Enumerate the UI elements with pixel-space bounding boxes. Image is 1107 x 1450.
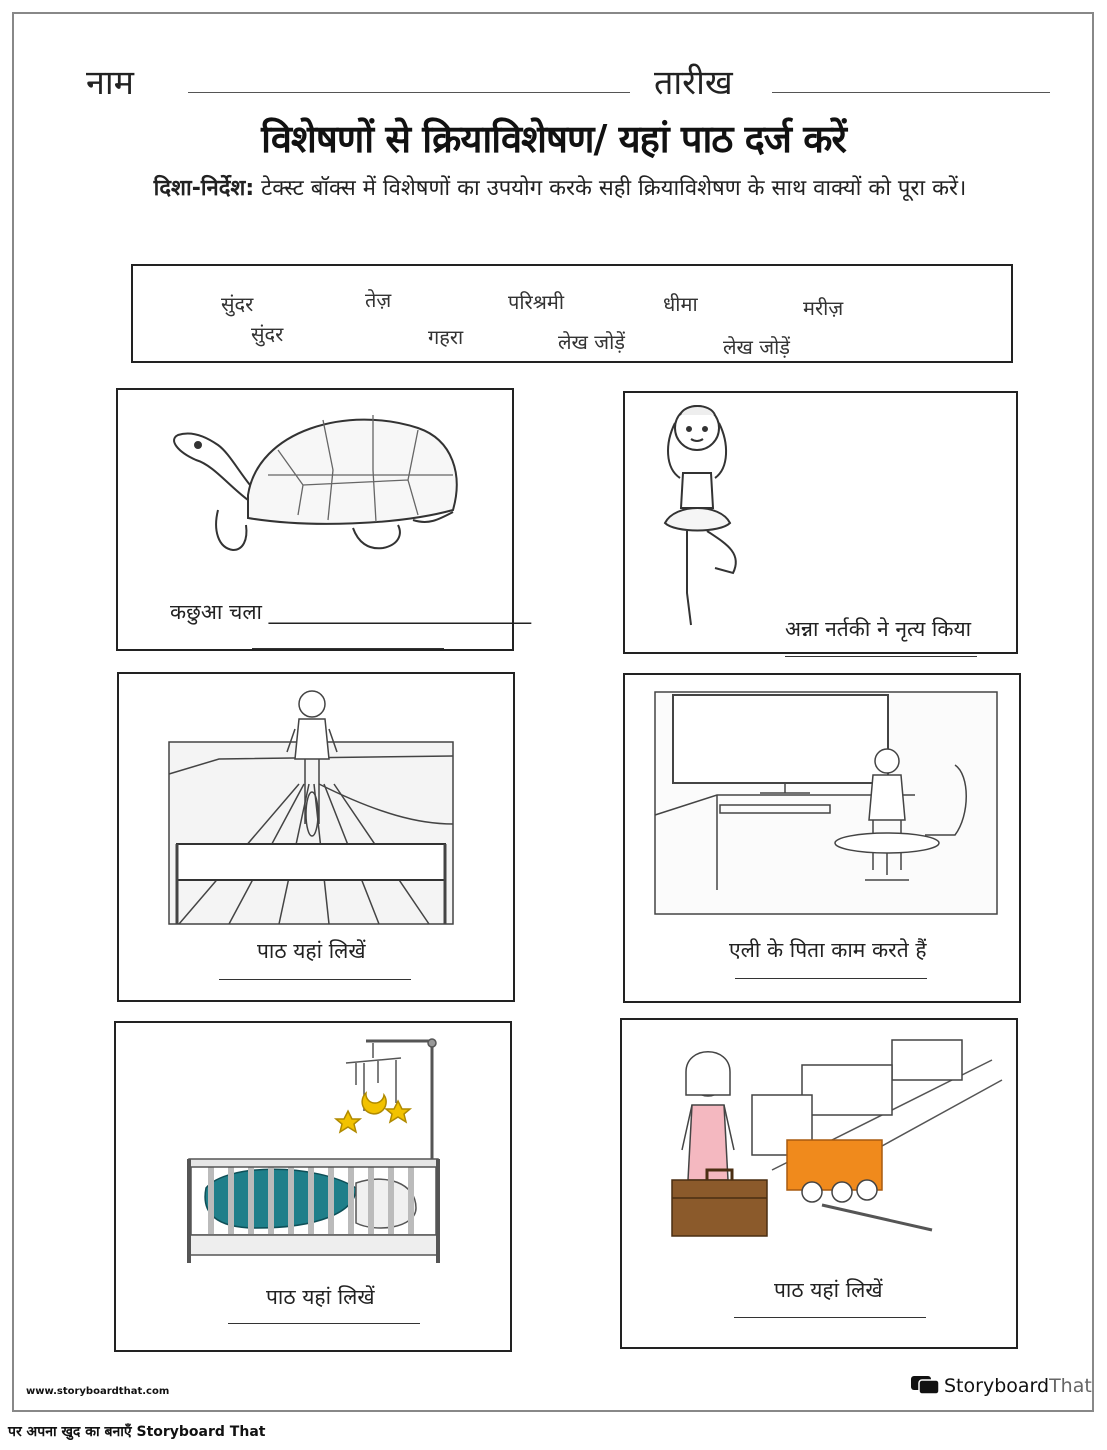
answer-line-5[interactable] (228, 1323, 420, 1324)
name-label: नाम (86, 63, 135, 103)
footer-url[interactable]: www.storyboardthat.com (26, 1386, 170, 1397)
caption-2: अन्ना नर्तकी ने नृत्य किया (785, 617, 972, 641)
caption-1: कछुआ चला _________________________ (170, 600, 532, 624)
answer-line-6[interactable] (734, 1317, 926, 1318)
caption-4: एली के पिता काम करते हैं (729, 938, 927, 962)
storyboardthat-logo[interactable] (910, 1374, 1092, 1397)
directions-text: टेक्स्ट बॉक्स में विशेषणों का उपयोग करके सही क्रियाविशेषण के साथ वाक्यों को पूरा करें। (254, 176, 967, 201)
caption-6: पाठ यहां लिखें (774, 1278, 883, 1302)
panel-tortoise (116, 388, 532, 651)
directions (110, 176, 1010, 202)
caption-5: पाठ यहां लिखें (266, 1285, 375, 1309)
caption-3: पाठ यहां लिखें (257, 939, 366, 963)
word-bank-item: परिश्रमी (508, 290, 565, 314)
panel-crib (114, 1021, 512, 1352)
panel-office (623, 673, 1021, 1003)
answer-line-4[interactable] (735, 978, 927, 979)
answer-line-1[interactable] (252, 648, 444, 649)
word-bank-item: गहरा (428, 325, 464, 349)
word-bank-item: लेख जोड़ें (558, 330, 625, 354)
panel-cyclist (117, 672, 515, 1002)
word-bank-item: सुंदर (221, 292, 254, 316)
name-input-line[interactable] (188, 92, 630, 93)
storyboard-logo-icon (910, 1374, 940, 1396)
brand-that: That (1049, 1375, 1092, 1397)
date-label: तारीख (654, 63, 733, 103)
answer-line-3[interactable] (219, 979, 411, 980)
word-bank-item: मरीज़ (803, 296, 844, 320)
word-bank-item: तेज़ (365, 288, 392, 312)
brand-story: Storyboard (944, 1375, 1050, 1397)
worksheet-title: विशेषणों से क्रियाविशेषण/ यहां पाठ दर्ज करें (261, 117, 846, 161)
panel-train (620, 1018, 1018, 1349)
answer-line-2[interactable] (785, 656, 977, 657)
date-input-line[interactable] (772, 92, 1050, 93)
make-your-own-link[interactable]: पर अपना खुद का बनाएँ Storyboard That (8, 1424, 266, 1440)
directions-label: दिशा-निर्देश: (153, 176, 255, 201)
word-bank-item: लेख जोड़ें (723, 335, 790, 359)
panel-ballerina (623, 391, 1018, 654)
word-bank-item: सुंदर (251, 322, 284, 346)
word-bank (131, 264, 1013, 363)
word-bank-item: धीमा (663, 292, 698, 316)
